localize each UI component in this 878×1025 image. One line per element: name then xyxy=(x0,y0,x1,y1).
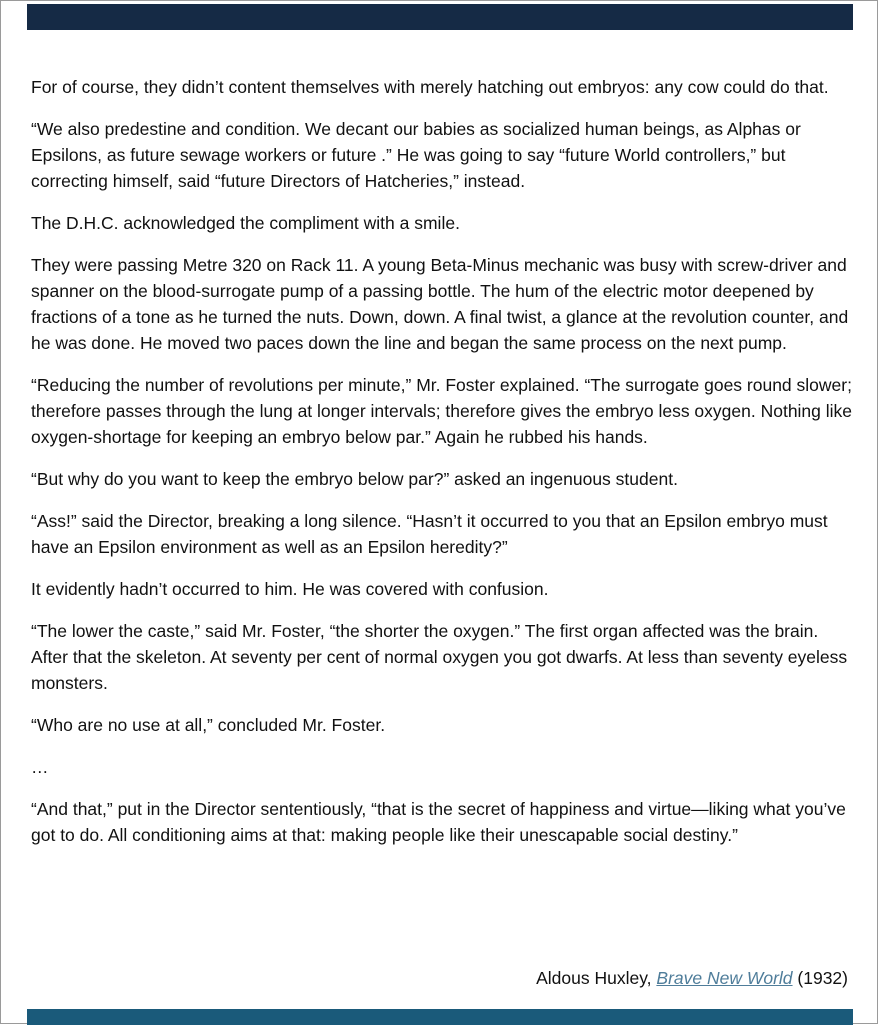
passage xyxy=(31,74,853,864)
paragraph: The D.H.C. acknowledged the compliment with a smile. xyxy=(31,213,460,233)
paragraph: It evidently hadn’t occurred to him. He was covered with confusion. xyxy=(31,579,549,599)
ellipsis-paragraph: … xyxy=(31,757,49,777)
bottom-banner-bar xyxy=(27,1009,853,1025)
paragraph: “But why do you want to keep the embryo below par?” asked an ingenuous student. xyxy=(31,469,678,489)
paragraph: “The lower the caste,” said Mr. Foster, “the shorter the oxygen.” The first organ affected was the brain. After that the skeleton. At seventy per cent of normal oxygen you got dwarfs. At less than seventy eyeless monsters. xyxy=(31,621,848,693)
paragraph: “We also predestine and condition. We decant our babies as socialized human beings, as Alphas or Epsilons, as future sewage workers or future .” He was going to say “future World controllers,” but correcting himself, said “future Directors of Hatcheries,” instead. xyxy=(31,119,801,191)
paragraph: “And that,” put in the Director sententiously, “that is the secret of happiness and virtue—liking what you’ve got to do. All conditioning aims at that: making people like their unescapable social destiny.” xyxy=(31,799,846,845)
paragraph: “Reducing the number of revolutions per minute,” Mr. Foster explained. “The surrogate goes round slower; therefore passes through the lung at longer intervals; therefore gives the embryo less oxygen. Nothing like oxygen-shortage for keeping an embryo below par.” Again he rubbed his hands. xyxy=(31,375,853,447)
paragraph: “Ass!” said the Director, breaking a long silence. “Hasn’t it occurred to you that an Epsilon embryo must have an Epsilon environment as well as an Epsilon heredity?” xyxy=(31,511,828,557)
attribution-separator: , xyxy=(646,968,657,988)
top-banner-bar xyxy=(27,4,853,30)
book-title-link[interactable]: Brave New World xyxy=(656,968,793,988)
paragraph: “Who are no use at all,” concluded Mr. Foster. xyxy=(31,715,386,735)
attribution xyxy=(536,965,848,991)
publication-year: (1932) xyxy=(792,968,848,988)
paragraph: For of course, they didn’t content themselves with merely hatching out embryos: any cow could do that. xyxy=(31,77,829,97)
author-name: Aldous Huxley xyxy=(536,968,647,988)
paragraph: They were passing Metre 320 on Rack 11. A young Beta-Minus mechanic was busy with screw-driver and spanner on the blood-surrogate pump of a passing bottle. The hum of the electric motor deepened by fractions of a tone as he turned the nuts. Down, down. A final twist, a glance at the revolution counter, and he was done. He moved two paces down the line and began the same process on the next pump. xyxy=(31,255,849,353)
